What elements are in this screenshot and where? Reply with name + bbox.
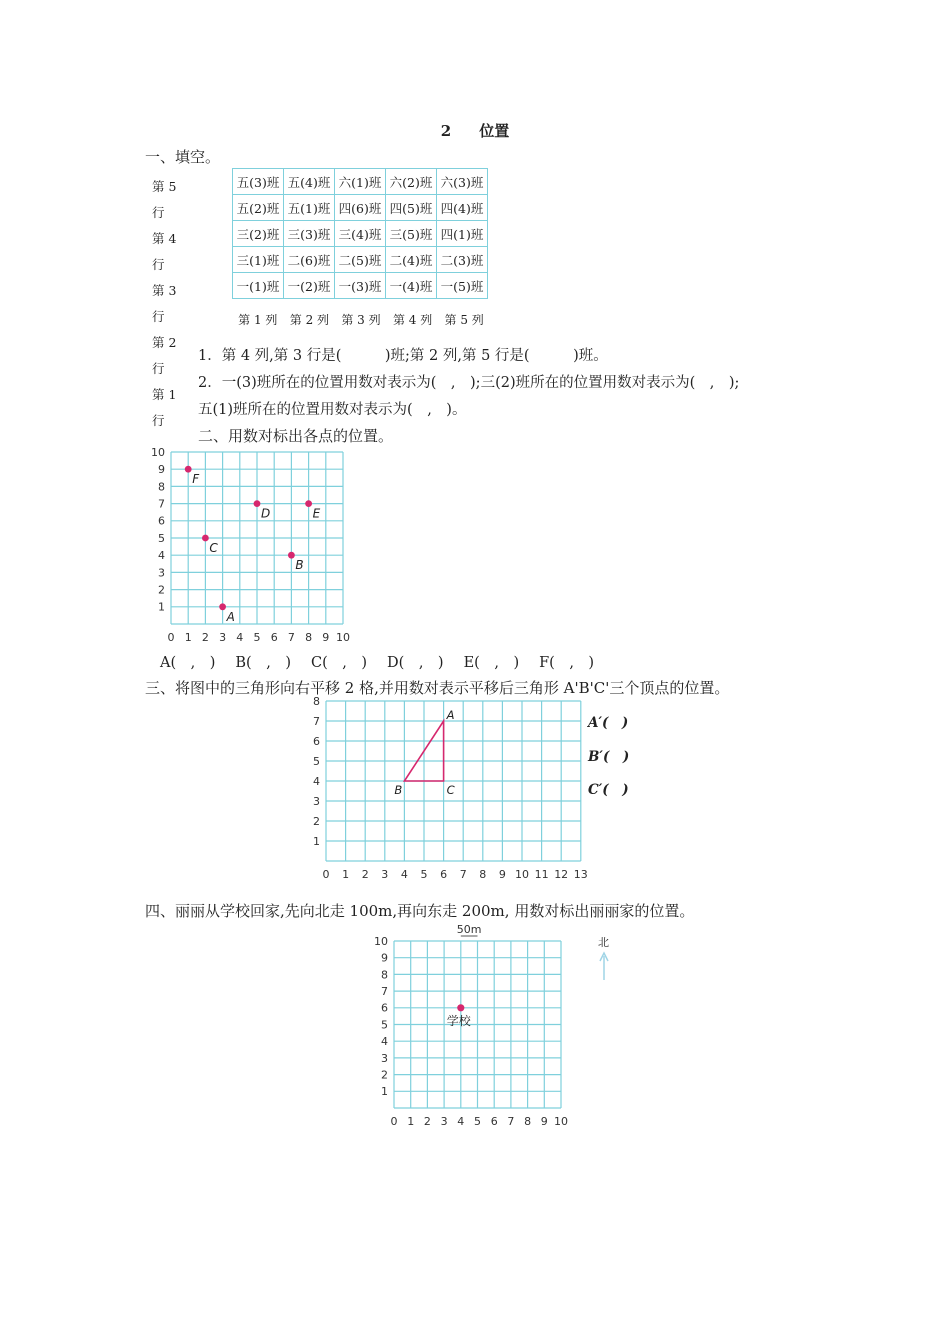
row-label: 第 5	[152, 179, 177, 194]
y-tick-label: 7	[158, 497, 165, 511]
x-tick-label: 2	[423, 1115, 431, 1128]
point-label: A	[226, 609, 235, 624]
y-tick-label: 9	[158, 463, 165, 477]
x-tick-label: 5	[474, 1115, 481, 1128]
column-labels	[232, 311, 490, 328]
point-label: B	[295, 558, 304, 573]
x-tick-label: 7	[287, 631, 295, 644]
row-label: 行	[152, 257, 165, 272]
table-row	[233, 169, 488, 195]
y-tick-label: 1	[313, 834, 320, 848]
y-tick-label: 10	[374, 934, 388, 948]
x-tick-label: 13	[573, 868, 588, 881]
x-tick-label: 2	[201, 631, 209, 644]
point-label: F	[192, 472, 200, 487]
y-tick-label: 7	[313, 714, 320, 728]
y-tick-label: 8	[313, 694, 320, 708]
point-label: E	[312, 506, 321, 521]
answer-a-prime: A′( )	[588, 715, 629, 731]
triangle-grid-chart	[300, 694, 600, 880]
grid-cell: 三(5)班	[386, 221, 437, 247]
grid-cell: 四(6)班	[335, 195, 386, 221]
row-label: 第 2	[152, 335, 177, 350]
y-tick-label: 6	[381, 1001, 388, 1015]
row-label: 行	[152, 205, 165, 220]
y-tick-label: 4	[313, 774, 320, 788]
answer-d: D( , )	[387, 655, 444, 671]
x-tick-label: 10	[515, 868, 529, 881]
x-tick-label: 1	[407, 1115, 415, 1128]
answer-c: C( , )	[311, 655, 368, 671]
y-tick-label: 6	[313, 734, 320, 748]
grid-cell: 六(1)班	[335, 169, 386, 195]
vertex-label-c: C	[446, 783, 455, 797]
question-2a: 2．一(3)班所在的位置用数对表示为( , );三(2)班所在的位置用数对表示为( , );	[198, 375, 740, 391]
column-label: 第 2 列	[289, 313, 330, 327]
section2-answers	[160, 651, 614, 672]
row-label: 行	[152, 413, 165, 428]
x-tick-label: 0	[390, 1115, 398, 1128]
class-seating-grid	[232, 168, 488, 299]
x-tick-label: 6	[270, 631, 278, 644]
grid-cell: 一(2)班	[284, 273, 335, 299]
table-row	[233, 221, 488, 247]
y-tick-label: 3	[381, 1051, 388, 1065]
x-tick-label: 4	[236, 631, 244, 644]
table-row	[233, 195, 488, 221]
x-tick-label: 3	[440, 1115, 448, 1128]
x-tick-label: 5	[420, 868, 428, 881]
grid-cell: 五(3)班	[233, 169, 284, 195]
grid-cell: 一(3)班	[335, 273, 386, 299]
y-tick-label: 8	[381, 968, 388, 982]
x-tick-label: 9	[498, 868, 506, 881]
x-tick-label: 3	[381, 868, 389, 881]
x-tick-label: 1	[184, 631, 192, 644]
answer-a: A( , )	[160, 655, 216, 671]
vertex-label-b: B	[394, 783, 403, 797]
x-tick-label: 9	[322, 631, 330, 644]
column-label: 第 1 列	[238, 313, 278, 327]
point-d	[254, 500, 261, 507]
point-label: D	[261, 506, 271, 521]
y-tick-label: 2	[381, 1068, 388, 1082]
y-tick-label: 3	[158, 566, 165, 580]
answer-f: F( , )	[539, 655, 595, 671]
y-tick-label: 5	[158, 531, 165, 545]
row-label: 行	[152, 309, 165, 324]
grid-cell: 六(2)班	[386, 169, 437, 195]
grid-cell: 二(4)班	[386, 247, 437, 273]
grid-cell: 四(4)班	[437, 195, 488, 221]
grid-cell: 五(1)班	[284, 195, 335, 221]
row-label: 行	[152, 361, 165, 376]
point-f	[185, 466, 192, 473]
x-tick-label: 9	[540, 1115, 548, 1128]
grid-cell: 四(5)班	[386, 195, 437, 221]
vertex-label-a: A	[446, 708, 455, 722]
grid-cell: 三(4)班	[335, 221, 386, 247]
x-tick-label: 3	[219, 631, 227, 644]
row-label: 第 4	[152, 231, 177, 246]
column-label: 第 5 列	[444, 313, 484, 327]
x-tick-label: 0	[167, 631, 175, 644]
school-point	[457, 1004, 464, 1011]
y-tick-label: 9	[381, 951, 388, 965]
y-tick-label: 4	[381, 1035, 388, 1049]
x-tick-label: 4	[457, 1115, 465, 1128]
grid-cell: 二(5)班	[335, 247, 386, 273]
point-e	[305, 500, 312, 507]
grid-cell: 二(3)班	[437, 247, 488, 273]
x-tick-label: 8	[479, 868, 487, 881]
x-tick-label: 8	[305, 631, 313, 644]
section3-answers	[588, 707, 629, 808]
y-tick-label: 8	[158, 480, 165, 494]
row-label: 第 1	[152, 387, 177, 402]
y-tick-label: 3	[313, 794, 320, 808]
grid-cell: 一(4)班	[386, 273, 437, 299]
title-number: 2	[440, 122, 452, 140]
x-tick-label: 12	[554, 868, 569, 881]
grid-cell: 一(5)班	[437, 273, 488, 299]
title-text: 位置	[479, 122, 510, 140]
x-tick-label: 5	[253, 631, 261, 644]
row-label: 第 3	[152, 283, 177, 298]
grid-cell: 四(1)班	[437, 221, 488, 247]
x-tick-label: 10	[336, 631, 350, 644]
x-tick-label: 0	[322, 868, 330, 881]
x-tick-label: 7	[507, 1115, 515, 1128]
y-tick-label: 1	[158, 600, 165, 614]
grid-cell: 三(2)班	[233, 221, 284, 247]
north-label: 北	[598, 936, 609, 949]
question-1: 1．第 4 列,第 3 行是( )班;第 2 列,第 5 行是( )班。	[198, 348, 608, 364]
x-tick-label: 10	[554, 1115, 568, 1128]
column-label: 第 3 列	[341, 313, 381, 327]
y-tick-label: 1	[381, 1085, 388, 1099]
y-tick-label: 4	[158, 549, 165, 563]
point-c	[202, 535, 209, 542]
table-row	[233, 247, 488, 273]
grid-cell: 三(3)班	[284, 221, 335, 247]
y-tick-label: 2	[313, 814, 320, 828]
x-tick-label: 8	[524, 1115, 532, 1128]
point-label: C	[209, 541, 218, 555]
x-tick-label: 6	[490, 1115, 498, 1128]
scale-label: 50m	[456, 923, 482, 936]
answer-b: B( , )	[235, 655, 291, 671]
x-tick-label: 1	[342, 868, 350, 881]
question-2b: 五(1)班所在的位置用数对表示为( , )。	[198, 402, 467, 418]
x-tick-label: 4	[400, 868, 408, 881]
x-tick-label: 2	[361, 868, 369, 881]
column-label: 第 4 列	[392, 313, 433, 327]
section1-heading: 一、填空。	[145, 148, 221, 166]
y-tick-label: 10	[151, 445, 165, 459]
school-label: 学校	[446, 1013, 471, 1028]
grid-cell: 二(6)班	[284, 247, 335, 273]
grid-cell: 一(1)班	[233, 273, 284, 299]
section4-heading: 四、丽丽从学校回家,先向北走 100m,再向东走 200m, 用数对标出丽丽家的位置。	[145, 902, 695, 920]
points-grid-chart	[145, 444, 365, 650]
y-tick-label: 5	[381, 1018, 388, 1032]
grid-cell: 六(3)班	[437, 169, 488, 195]
answer-b-prime: B′( )	[588, 748, 630, 765]
table-row	[233, 273, 488, 299]
grid-cell: 五(2)班	[233, 195, 284, 221]
grid-cell: 五(4)班	[284, 169, 335, 195]
school-grid-chart	[365, 920, 609, 1130]
y-tick-label: 2	[158, 583, 165, 597]
grid-cell: 三(1)班	[233, 247, 284, 273]
section3-heading: 三、将图中的三角形向右平移 2 格,并用数对表示平移后三角形 A'B'C'三个顶点的位置。	[145, 679, 730, 697]
section2-heading: 二、用数对标出各点的位置。	[198, 427, 394, 445]
page-title	[0, 120, 950, 141]
x-tick-label: 7	[459, 868, 467, 881]
y-tick-label: 5	[313, 754, 320, 768]
x-tick-label: 6	[440, 868, 448, 881]
y-tick-label: 6	[158, 514, 165, 528]
x-tick-label: 11	[534, 868, 549, 881]
row-labels	[152, 174, 176, 434]
y-tick-label: 7	[381, 984, 388, 998]
answer-c-prime: C′( )	[588, 782, 629, 798]
point-a	[219, 603, 226, 610]
point-b	[288, 552, 295, 559]
answer-e: E( , )	[463, 655, 520, 671]
